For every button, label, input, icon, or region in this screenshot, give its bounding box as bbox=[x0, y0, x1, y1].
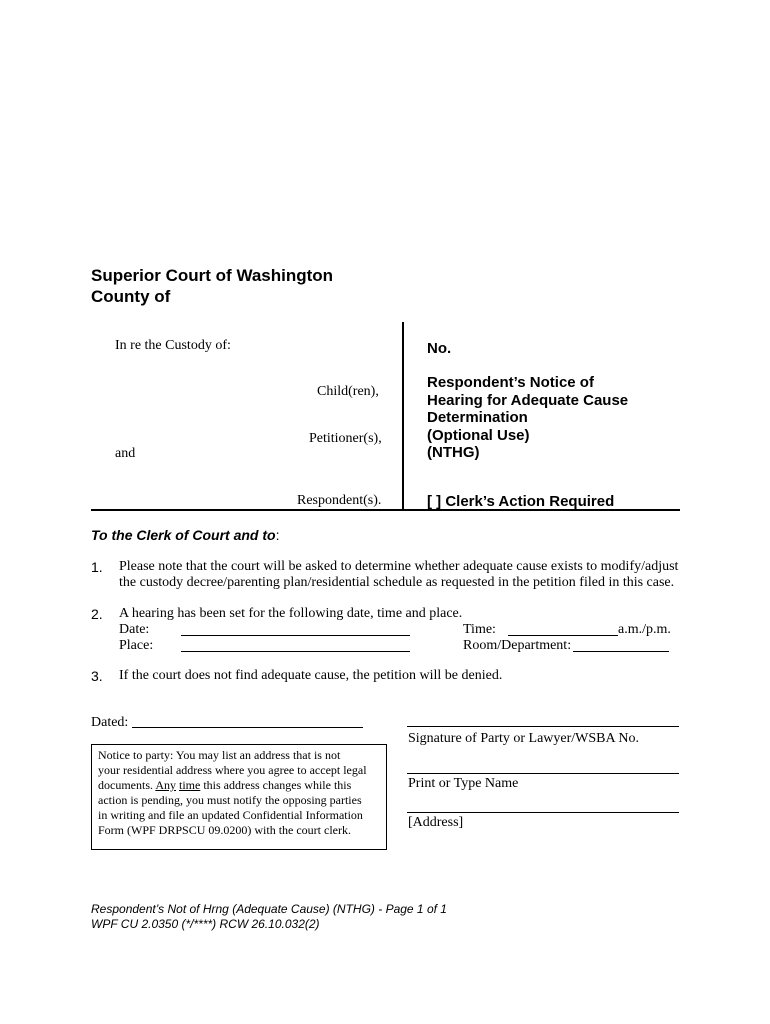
court-header bbox=[91, 265, 333, 307]
case-number-label: No. bbox=[427, 340, 452, 357]
notice-text: documents. bbox=[98, 778, 156, 792]
room-field[interactable] bbox=[573, 651, 669, 652]
notice-line: in writing and file an updated Confidential Information bbox=[98, 808, 363, 822]
dated-field[interactable] bbox=[132, 727, 363, 728]
to-clerk-text: To the Clerk of Court and to bbox=[91, 527, 276, 543]
petitioners-label: Petitioner(s), bbox=[309, 431, 382, 446]
ampm-label: a.m./p.m. bbox=[618, 622, 671, 637]
title-line: (Optional Use) bbox=[427, 426, 530, 444]
room-label: Room/Department: bbox=[463, 638, 572, 653]
clerk-action-checkbox[interactable]: [ ] Clerk’s Action Required bbox=[427, 493, 615, 510]
footer bbox=[91, 902, 447, 932]
item-line: the custody decree/parenting plan/residential schedule as requested in the petition filed in this case. bbox=[119, 575, 675, 590]
signature-label: Signature of Party or Lawyer/WSBA No. bbox=[408, 731, 639, 746]
children-label: Child(ren), bbox=[317, 384, 379, 399]
respondents-label: Respondent(s). bbox=[297, 493, 382, 508]
item-number: 1. bbox=[91, 559, 103, 575]
document-title bbox=[427, 374, 628, 462]
dated-label: Dated: bbox=[91, 715, 129, 730]
item-3-text: If the court does not find adequate cause, the petition will be denied. bbox=[119, 668, 503, 683]
notice-box bbox=[91, 744, 387, 850]
signature-line[interactable] bbox=[407, 726, 679, 727]
and-label: and bbox=[115, 446, 136, 461]
to-clerk-heading bbox=[91, 527, 279, 543]
item-number: 3. bbox=[91, 668, 103, 684]
notice-line bbox=[98, 778, 380, 793]
notice-line: your residential address where you agree to accept legal bbox=[98, 763, 367, 777]
date-label: Date: bbox=[119, 622, 150, 637]
place-field[interactable] bbox=[181, 651, 410, 652]
item-2-text: A hearing has been set for the following date, time and place. bbox=[119, 606, 463, 621]
county-label: County of bbox=[91, 287, 171, 306]
notice-line: action is pending, you must notify the opposing parties bbox=[98, 793, 362, 807]
footer-title: Respondent’s Not of Hrng (Adequate Cause) (NTHG) - Page 1 of 1 bbox=[91, 902, 447, 916]
title-line: (NTHG) bbox=[427, 444, 480, 461]
notice-line: Form (WPF DRPSCU 09.0200) with the court clerk. bbox=[98, 823, 351, 837]
in-re-label: In re the Custody of: bbox=[115, 338, 231, 353]
notice-line: Notice to party: You may list an address that is not bbox=[98, 748, 341, 762]
address-label: [Address] bbox=[408, 815, 464, 830]
print-name-label: Print or Type Name bbox=[408, 776, 519, 791]
item-line: Please note that the court will be asked to determine whether adequate cause exists to modify/adjust bbox=[119, 559, 679, 574]
time-label: Time: bbox=[463, 622, 496, 637]
place-label: Place: bbox=[119, 638, 154, 653]
date-field[interactable] bbox=[181, 635, 410, 636]
item-number: 2. bbox=[91, 606, 103, 622]
title-line: Determination bbox=[427, 409, 528, 426]
title-line: Hearing for Adequate Cause bbox=[427, 391, 629, 409]
caption-divider bbox=[402, 322, 404, 510]
court-name: Superior Court of Washington bbox=[91, 266, 334, 285]
time-field[interactable] bbox=[508, 635, 618, 636]
notice-underline-time: time bbox=[179, 778, 201, 792]
to-clerk-colon: : bbox=[275, 527, 280, 543]
item-1-text bbox=[119, 559, 689, 591]
footer-form-number: WPF CU 2.0350 (*/****) RCW 26.10.032(2) bbox=[91, 917, 320, 931]
notice-text: this address changes while this bbox=[200, 778, 352, 792]
address-line[interactable] bbox=[407, 812, 679, 813]
title-line: Respondent’s Notice of bbox=[427, 374, 594, 391]
print-name-line[interactable] bbox=[407, 773, 679, 774]
notice-underline-any: Any bbox=[155, 778, 176, 792]
